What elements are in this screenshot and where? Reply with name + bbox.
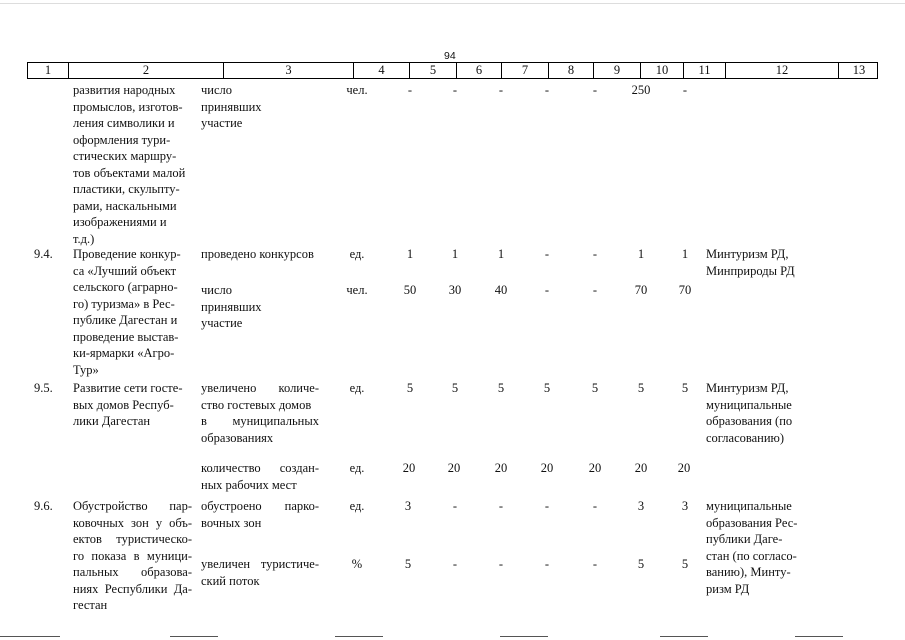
name-line: пальных образова- bbox=[73, 565, 192, 579]
value-2020: - bbox=[592, 557, 598, 571]
executor-line: образования (по bbox=[706, 414, 793, 428]
name-line: го) туризма» в Рес- bbox=[73, 296, 175, 311]
row-name bbox=[73, 380, 192, 430]
name-line: Проведение конкур- bbox=[73, 247, 181, 261]
value-2016: 1 bbox=[406, 247, 414, 261]
executor-line: муниципальные bbox=[706, 397, 792, 412]
executor-line: согласованию) bbox=[706, 430, 785, 445]
executor bbox=[706, 498, 816, 597]
name-line: тов объектами малой bbox=[73, 165, 186, 180]
value-2019: 5 bbox=[543, 381, 551, 395]
value-2020: 5 bbox=[591, 381, 599, 395]
name-line: Развитие сети госте- bbox=[73, 381, 183, 395]
scan-edge-bottom bbox=[660, 636, 708, 637]
header-col-3: 3 bbox=[224, 63, 354, 78]
page-number: 94 bbox=[444, 50, 456, 62]
executor-line: ризм РД bbox=[706, 581, 750, 596]
indicator-line: увеличен туристиче- bbox=[201, 557, 319, 571]
indicator-text bbox=[201, 380, 319, 446]
executor-line: образования Рес- bbox=[706, 515, 798, 530]
name-line: промыслов, изготов- bbox=[73, 99, 183, 114]
indicator-text bbox=[201, 82, 323, 132]
value-2018: - bbox=[498, 83, 504, 97]
executor bbox=[706, 380, 816, 446]
indicator-line: участие bbox=[201, 116, 243, 130]
executor-line: Минтуризм РД, bbox=[706, 247, 789, 261]
row-name bbox=[73, 498, 192, 614]
value-2020: - bbox=[592, 83, 598, 97]
name-line: ки-ярмарки «Агро- bbox=[73, 346, 175, 360]
executor-line: стан (по согласо- bbox=[706, 548, 797, 563]
name-line: ниях Республики Да- bbox=[73, 581, 192, 596]
indicator-line: участие bbox=[201, 316, 243, 330]
executor-line: муниципальные bbox=[706, 499, 792, 513]
indicator-unit: ед. bbox=[349, 247, 365, 261]
indicator-line: увеличено количе- bbox=[201, 381, 319, 395]
header-col-4: 4 bbox=[354, 63, 410, 78]
value-final: 70 bbox=[678, 283, 692, 297]
value-2019: - bbox=[544, 283, 550, 297]
name-line: са «Лучший объект bbox=[73, 263, 177, 278]
name-line: го показа в муници- bbox=[73, 548, 192, 563]
value-2020: - bbox=[592, 283, 598, 297]
name-line: т.д.) bbox=[73, 231, 95, 246]
indicator-line: образованиях bbox=[201, 430, 274, 445]
value-final: 5 bbox=[681, 381, 689, 395]
value-final: 1 bbox=[681, 247, 689, 261]
value-total: 5 bbox=[637, 381, 645, 395]
header-col-9: 9 bbox=[594, 63, 641, 78]
scan-edge-bottom bbox=[795, 636, 843, 637]
value-2019: - bbox=[544, 247, 550, 261]
name-line: стических маршру- bbox=[73, 149, 177, 163]
value-total: 3 bbox=[637, 499, 645, 513]
row-number: 9.5. bbox=[34, 381, 53, 395]
name-line: оформления тури- bbox=[73, 132, 171, 147]
name-line: ковочных зон у объ- bbox=[73, 515, 192, 530]
header-col-2: 2 bbox=[69, 63, 224, 78]
indicator-unit: ед. bbox=[349, 461, 365, 475]
value-2018: 1 bbox=[497, 247, 505, 261]
value-2020: 20 bbox=[588, 461, 602, 475]
indicator-line: ство гостевых домов bbox=[201, 397, 312, 412]
indicator-line: количество создан- bbox=[201, 461, 319, 475]
name-line: пластики, скульпту- bbox=[73, 182, 180, 196]
indicator-text: проведено конкурсов bbox=[201, 247, 314, 261]
header-col-12: 12 bbox=[726, 63, 839, 78]
executor-line: ванию), Минту- bbox=[706, 565, 791, 579]
indicator-unit: ед. bbox=[349, 381, 365, 395]
indicator-line: ных рабочих мест bbox=[201, 477, 297, 492]
value-2016: 5 bbox=[404, 557, 412, 571]
name-line: лики Дагестан bbox=[73, 414, 151, 428]
indicator-unit: чел. bbox=[346, 83, 368, 97]
value-2019: - bbox=[544, 83, 550, 97]
value-2017: 5 bbox=[451, 381, 459, 395]
value-2016: 3 bbox=[404, 499, 412, 513]
indicator-line: ский поток bbox=[201, 573, 260, 588]
value-total: 20 bbox=[634, 461, 648, 475]
row-number: 9.4. bbox=[34, 247, 53, 261]
name-line: вых домов Респуб- bbox=[73, 397, 174, 412]
value-2018: - bbox=[498, 557, 504, 571]
header-col-13: 13 bbox=[852, 63, 866, 77]
header-col-5: 5 bbox=[410, 63, 457, 78]
name-line: Тур» bbox=[73, 362, 99, 377]
name-line: ектов туристическо- bbox=[73, 532, 192, 546]
indicator-line: вочных зон bbox=[201, 515, 262, 530]
value-2016: - bbox=[407, 83, 413, 97]
scan-edge-bottom bbox=[170, 636, 218, 637]
name-line: гестан bbox=[73, 598, 108, 612]
value-2017: 20 bbox=[447, 461, 461, 475]
value-total: 70 bbox=[634, 283, 648, 297]
row-number: 9.6. bbox=[34, 499, 53, 513]
header-col-1: 1 bbox=[28, 63, 69, 78]
executor-line: Минтуризм РД, bbox=[706, 381, 789, 395]
value-2017: - bbox=[452, 83, 458, 97]
value-2019: - bbox=[544, 499, 550, 513]
executor bbox=[706, 246, 816, 279]
value-total: 1 bbox=[637, 247, 645, 261]
value-final: 3 bbox=[681, 499, 689, 513]
indicator-unit: ед. bbox=[349, 499, 365, 513]
name-line: изображениями и bbox=[73, 215, 167, 229]
name-line: публике Дагестан и bbox=[73, 313, 178, 327]
executor-line: Минприроды РД bbox=[706, 263, 795, 278]
value-2016: 5 bbox=[406, 381, 414, 395]
value-final: 5 bbox=[681, 557, 689, 571]
value-2018: 40 bbox=[494, 283, 508, 297]
value-2020: - bbox=[592, 247, 598, 261]
name-line: рами, наскальными bbox=[73, 198, 177, 213]
scan-edge-bottom bbox=[500, 636, 548, 637]
value-2020: - bbox=[592, 499, 598, 513]
row-name bbox=[73, 246, 192, 378]
table-header bbox=[27, 62, 878, 79]
value-2018: 20 bbox=[494, 461, 508, 475]
scan-edge-top bbox=[0, 3, 905, 4]
header-col-7: 7 bbox=[502, 63, 549, 78]
value-2018: 5 bbox=[497, 381, 505, 395]
value-2018: - bbox=[498, 499, 504, 513]
indicator-line: обустроено парко- bbox=[201, 499, 319, 513]
header-col-10: 10 bbox=[641, 63, 684, 78]
executor-line: публики Даге- bbox=[706, 532, 783, 546]
name-line: ления символики и bbox=[73, 116, 175, 130]
name-line: проведение выстав- bbox=[73, 329, 179, 344]
value-2017: - bbox=[452, 557, 458, 571]
value-2016: 50 bbox=[403, 283, 417, 297]
scan-edge-bottom bbox=[335, 636, 383, 637]
indicator-line: в муниципальных bbox=[201, 414, 319, 428]
indicator-unit: % bbox=[351, 557, 363, 571]
indicator-text bbox=[201, 556, 319, 589]
scan-edge-bottom bbox=[0, 636, 60, 637]
name-line: сельского (аграрно- bbox=[73, 280, 178, 294]
value-2019: 20 bbox=[540, 461, 554, 475]
name-line: Обустройство пар- bbox=[73, 499, 192, 513]
name-line: развития народных bbox=[73, 83, 176, 97]
value-2016: 20 bbox=[402, 461, 416, 475]
value-2017: 1 bbox=[451, 247, 459, 261]
indicator-text bbox=[201, 460, 319, 493]
header-col-8: 8 bbox=[549, 63, 594, 78]
value-2017: 30 bbox=[448, 283, 462, 297]
indicator-unit: чел. bbox=[346, 283, 368, 297]
value-total: 250 bbox=[631, 83, 651, 97]
indicator-text bbox=[201, 282, 323, 332]
indicator-text bbox=[201, 498, 319, 531]
value-final: - bbox=[682, 83, 688, 97]
value-2019: - bbox=[544, 557, 550, 571]
indicator-line: число принявших bbox=[201, 83, 262, 114]
value-2017: - bbox=[452, 499, 458, 513]
header-col-11: 11 bbox=[684, 63, 726, 78]
value-final: 20 bbox=[677, 461, 691, 475]
header-col-6: 6 bbox=[457, 63, 502, 78]
row-continuation-name bbox=[73, 82, 192, 247]
value-total: 5 bbox=[637, 557, 645, 571]
indicator-line: число принявших bbox=[201, 283, 262, 314]
